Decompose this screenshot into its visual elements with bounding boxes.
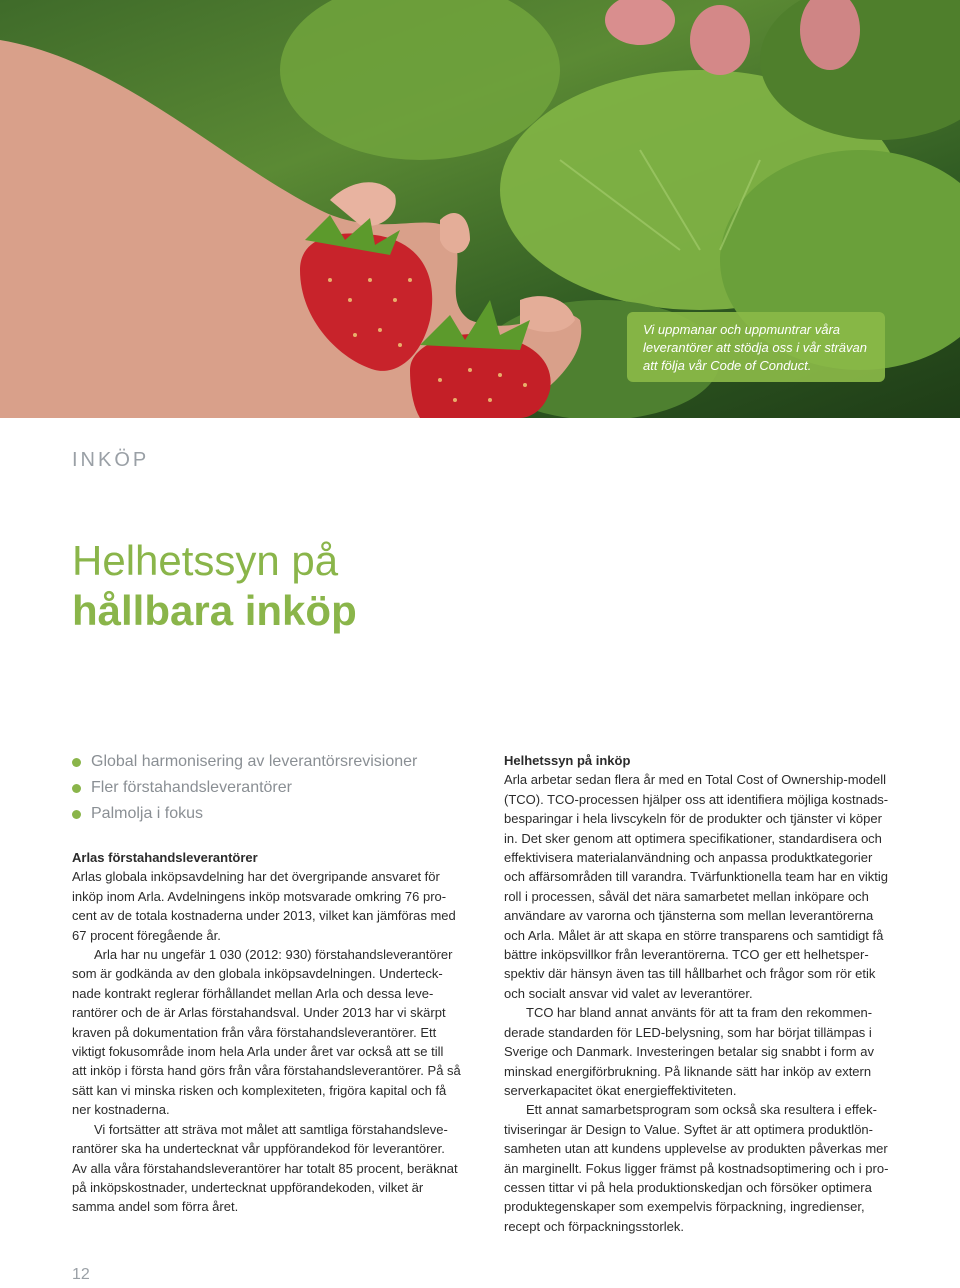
text-line: spektiv där hänsyn även tas till hållbarhet och frågor som rör etik — [504, 966, 876, 982]
text-line: tiviseringar är Design to Value. Syftet är att optimera produktlön- — [504, 1121, 873, 1137]
list-item-text: Fler förstahandsleverantörer — [91, 779, 292, 796]
text-line: Ett annat samarbetsprogram som också ska resultera i effek- — [526, 1102, 877, 1118]
caption-line: leverantörer att stödja oss i vår strävan — [643, 340, 867, 355]
list-item — [72, 749, 417, 775]
highlights-list — [72, 749, 417, 827]
text-line: derade standarden för LED-belysning, som har börjat tillämpas i — [504, 1024, 872, 1040]
paragraph — [72, 945, 472, 1120]
text-line: cent av de totala kostnaderna under 2013, vilket kan jämföras med — [72, 908, 456, 924]
section-heading: Arlas förstahandsleverantörer — [72, 850, 258, 865]
caption-line: att följa vår Code of Conduct. — [643, 358, 812, 373]
text-line: in. Det sker genom att optimera specifikationer, standardisera och — [504, 830, 882, 846]
bullet-dot-icon — [72, 784, 81, 793]
text-line: TCO har bland annat använts för att ta fram den rekommen- — [526, 1005, 873, 1021]
text-line: besparingar i hela livscykeln för de produkter och tjänster vi köper — [504, 811, 882, 827]
text-line: Arla arbetar sedan flera år med en Total Cost of Ownership-modell — [504, 772, 887, 788]
bullet-dot-icon — [72, 758, 81, 767]
text-line: roll i processen, såväl det nära samarbetet mellan inköpare och — [504, 888, 869, 904]
text-line: ner kostnaderna. — [72, 1102, 170, 1118]
text-line: att inköp i första hand görs från våra förstahandsleverantörer. På så — [72, 1063, 461, 1079]
text-line: sätt kan vi minska risken och komplexiteten, frigöra kapital och få — [72, 1082, 447, 1098]
section-label: INKÖP — [72, 449, 150, 471]
paragraph — [504, 770, 904, 1003]
text-line: Av alla våra förstahandsleverantörer har totalt 85 procent, beräknat — [72, 1160, 458, 1176]
text-line: samma andel som förra året. — [72, 1199, 239, 1215]
strawberry-photo — [0, 0, 960, 418]
text-line: användare av varorna och tjänsterna som mellan leverantörerna — [504, 908, 874, 924]
text-line: recept och förpackningsstorlek. — [504, 1218, 684, 1234]
text-line: Sverige och Danmark. Investeringen betalar sig snabbt i form av — [504, 1044, 874, 1060]
list-item — [72, 801, 417, 827]
text-line: cessen tittar vi på hela produktionskedjan och försöker optimera — [504, 1179, 872, 1195]
text-line: och Arla. Målet är att skapa en större transparens och samtidigt få — [504, 927, 884, 943]
text-line: bättre inköpsvillkor från leverantörerna. TCO ger ett helhetsper- — [504, 947, 869, 963]
title-line-1: Helhetssyn på — [72, 537, 339, 584]
text-line: Arlas globala inköpsavdelning har det övergripande ansvaret för — [72, 869, 440, 885]
text-line: än marginellt. Fokus ligger främst på kostnadsoptimering och i pro- — [504, 1160, 889, 1176]
title-line-2: hållbara inköp — [72, 587, 357, 634]
caption-line: Vi uppmanar och uppmuntrar våra — [643, 322, 841, 337]
text-line: viktigt fokusområde inom hela Arla under året var också att se till — [72, 1044, 444, 1060]
paragraph — [504, 1003, 904, 1100]
bullet-dot-icon — [72, 810, 81, 819]
text-line: kraven på dokumentation från våra förstahandsleverantörer. Ett — [72, 1024, 437, 1040]
text-line: 67 procent föregående år. — [72, 927, 221, 943]
text-line: rantörer och de är Arlas förstahandsval. Under 2013 har vi skärpt — [72, 1005, 446, 1021]
text-line: serverkapacitet ökat energieffektiviteten. — [504, 1082, 737, 1098]
right-column — [504, 751, 904, 1236]
text-line: och affärsområden till varandra. Tvärfunktionella team har en viktig — [504, 869, 888, 885]
text-line: som är godkända av den globala inköpsavdelningen. Underteck- — [72, 966, 443, 982]
list-item-text: Palmolja i fokus — [91, 805, 204, 822]
page-number: 12 — [72, 1266, 90, 1283]
text-line: inköp inom Arla. Avdelningens inköp motsvarade omkring 76 pro- — [72, 888, 447, 904]
paragraph — [504, 1100, 904, 1236]
text-line: på inköpskostnader, undertecknat uppförandekoden, vilket är — [72, 1179, 424, 1195]
text-line: Arla har nu ungefär 1 030 (2012: 930) förstahandsleverantörer — [94, 947, 453, 963]
text-line: effektivisera materialanvändning och anpassa produktkategorier — [504, 850, 873, 866]
text-line: samheten utan att kundens upplevelse av produkten påverkas mer — [504, 1141, 888, 1157]
paragraph — [72, 1120, 472, 1217]
text-line: nade kontrakt reglerar förhållandet mellan Arla och dessa leve- — [72, 985, 434, 1001]
text-line: minskad energiförbrukning. På liknande sätt har inköp av extern — [504, 1063, 872, 1079]
text-line: produktegenskaper som exempelvis förpackning, ingredienser, — [504, 1199, 865, 1215]
text-line: rantörer ska ha undertecknat vår uppförandekod för leverantörer. — [72, 1141, 445, 1157]
left-column — [72, 848, 472, 1217]
photo-caption — [627, 312, 885, 382]
text-line: och socialt ansvar vid valet av leverantörer. — [504, 985, 753, 1001]
list-item — [72, 775, 417, 801]
text-line: Vi fortsätter att sträva mot målet att samtliga förstahandsleve- — [94, 1121, 448, 1137]
section-heading: Helhetssyn på inköp — [504, 753, 631, 768]
list-item-text: Global harmonisering av leverantörsrevisioner — [91, 753, 418, 770]
paragraph — [72, 867, 472, 945]
page-title — [72, 536, 357, 636]
text-line: (TCO). TCO-processen hjälper oss att identifiera möjliga kostnads- — [504, 791, 889, 807]
